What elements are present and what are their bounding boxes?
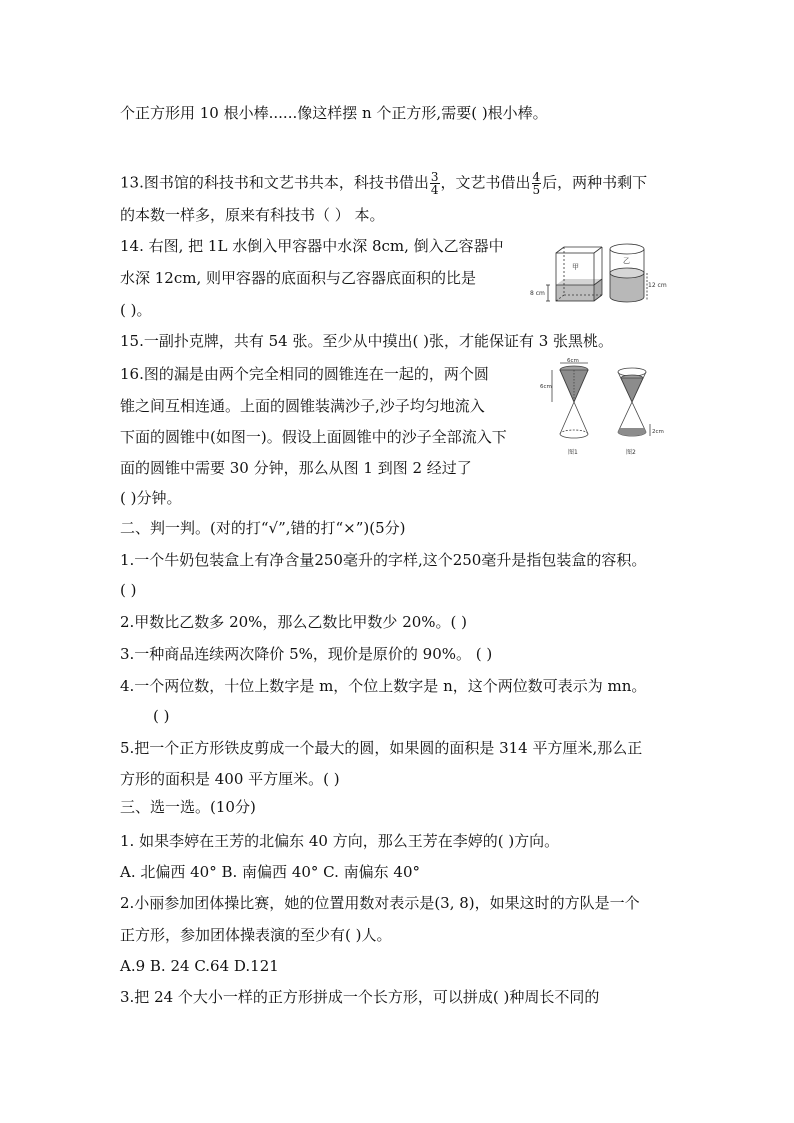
- q13-text-mid: ，文艺书借出: [440, 173, 531, 192]
- label-depth-yi: 12 cm: [648, 282, 667, 289]
- q14-line2: 水深 12cm, 则甲容器的底面积与乙容器底面积的比是: [120, 269, 477, 287]
- judge-q4-line1: 4.一个两位数，十位上数字是 m，个位上数字是 n，这个两位数可表示为 mn。: [120, 677, 647, 695]
- q13-line2: 的本数一样多，原来有科技书（ ） 本。: [120, 206, 385, 224]
- label-cone-side: 6cm: [540, 384, 552, 390]
- q13-line1: [120, 171, 647, 196]
- choose-q2-options: A.9 B. 24 C.64 D.121: [120, 957, 279, 975]
- q13-text-pre: 13.图书馆的科技书和文艺书共本，科技书借出: [120, 173, 429, 192]
- choose-q3-line1: 3.把 24 个大小一样的正方形拼成一个长方形，可以拼成( )种周长不同的: [120, 988, 600, 1006]
- section-judge-heading: 二、判一判。(对的打“√”,错的打“×”)(5分): [120, 519, 406, 537]
- label-depth-jia: 8 cm: [530, 290, 545, 297]
- q16-line1: 16.图的漏是由两个完全相同的圆锥连在一起的，两个圆: [120, 365, 489, 383]
- judge-q4-line2: ( ): [153, 707, 170, 725]
- label-yi: 乙: [623, 257, 630, 265]
- choose-q1-options: A. 北偏西 40° B. 南偏西 40° C. 南偏东 40°: [120, 863, 421, 881]
- choose-q2-line2: 正方形，参加团体操表演的至少有( )人。: [120, 926, 392, 944]
- fraction-denominator: 5: [532, 183, 541, 197]
- fraction-four-fifths: [532, 171, 542, 196]
- q16-line2: 锥之间互相连通。上面的圆锥装满沙子,沙子均匀地流入: [120, 397, 485, 415]
- hourglass-1: [552, 363, 588, 438]
- judge-q1-line1: 1.一个牛奶包装盒上有净含量250毫升的字样,这个250毫升是指包装盒的容积。: [120, 551, 647, 569]
- hourglass-2: [618, 368, 650, 436]
- fraction-denominator: 4: [430, 183, 439, 197]
- q12-continuation: 个正方形用 10 根小棒......像这样摆 n 个正方形,需要( )根小棒。: [120, 104, 548, 122]
- judge-q2: 2.甲数比乙数多 20%，那么乙数比甲数少 20%。( ): [120, 613, 468, 631]
- container-jia: [546, 247, 602, 301]
- choose-q1: 1. 如果李婷在王芳的北偏东 40 方向，那么王芳在李婷的( )方向。: [120, 832, 560, 850]
- label-cone-top: 6cm: [567, 358, 579, 364]
- q13-text-post: 后，两种书剩下: [542, 173, 648, 192]
- q15-line: 15.一副扑克牌，共有 54 张。至少从中摸出( )张，才能保证有 3 张黑桃。: [120, 332, 614, 350]
- fraction-numerator: 3: [430, 170, 439, 184]
- q16-line4: 面的圆锥中需要 30 分钟，那么从图 1 到图 2 经过了: [120, 459, 472, 477]
- choose-q2-line1: 2.小丽参加团体操比赛，她的位置用数对表示是(3, 8)，如果这时的方队是一个: [120, 894, 640, 912]
- label-sand-height: 2cm: [652, 429, 664, 435]
- fraction-numerator: 4: [532, 170, 541, 184]
- containers-figure: [528, 237, 680, 307]
- fraction-three-quarters: [430, 171, 440, 196]
- q14-line3: ( )。: [120, 301, 152, 319]
- label-fig2: 图2: [626, 449, 636, 456]
- label-fig1: 图1: [568, 449, 578, 456]
- judge-q5-line1: 5.把一个正方形铁皮剪成一个最大的圆，如果圆的面积是 314 平方厘米,那么正: [120, 739, 643, 757]
- container-yi: [610, 244, 647, 302]
- q16-line3: 下面的圆锥中(如图一)。假设上面圆锥中的沙子全部流入下: [120, 428, 507, 446]
- judge-q5-line2: 方形的面积是 400 平方厘米。( ): [120, 770, 340, 788]
- judge-q3: 3.一种商品连续两次降价 5%，现价是原价的 90%。 ( ): [120, 645, 493, 663]
- q14-line1: 14. 右图, 把 1L 水倒入甲容器中水深 8cm, 倒入乙容器中: [120, 237, 504, 255]
- hourglass-figure: [540, 358, 680, 458]
- label-jia: 甲: [572, 263, 579, 271]
- q16-line5: ( )分钟。: [120, 489, 182, 507]
- judge-q1-line2: ( ): [120, 581, 137, 599]
- section-choose-heading: 三、选一选。(10分): [120, 798, 256, 816]
